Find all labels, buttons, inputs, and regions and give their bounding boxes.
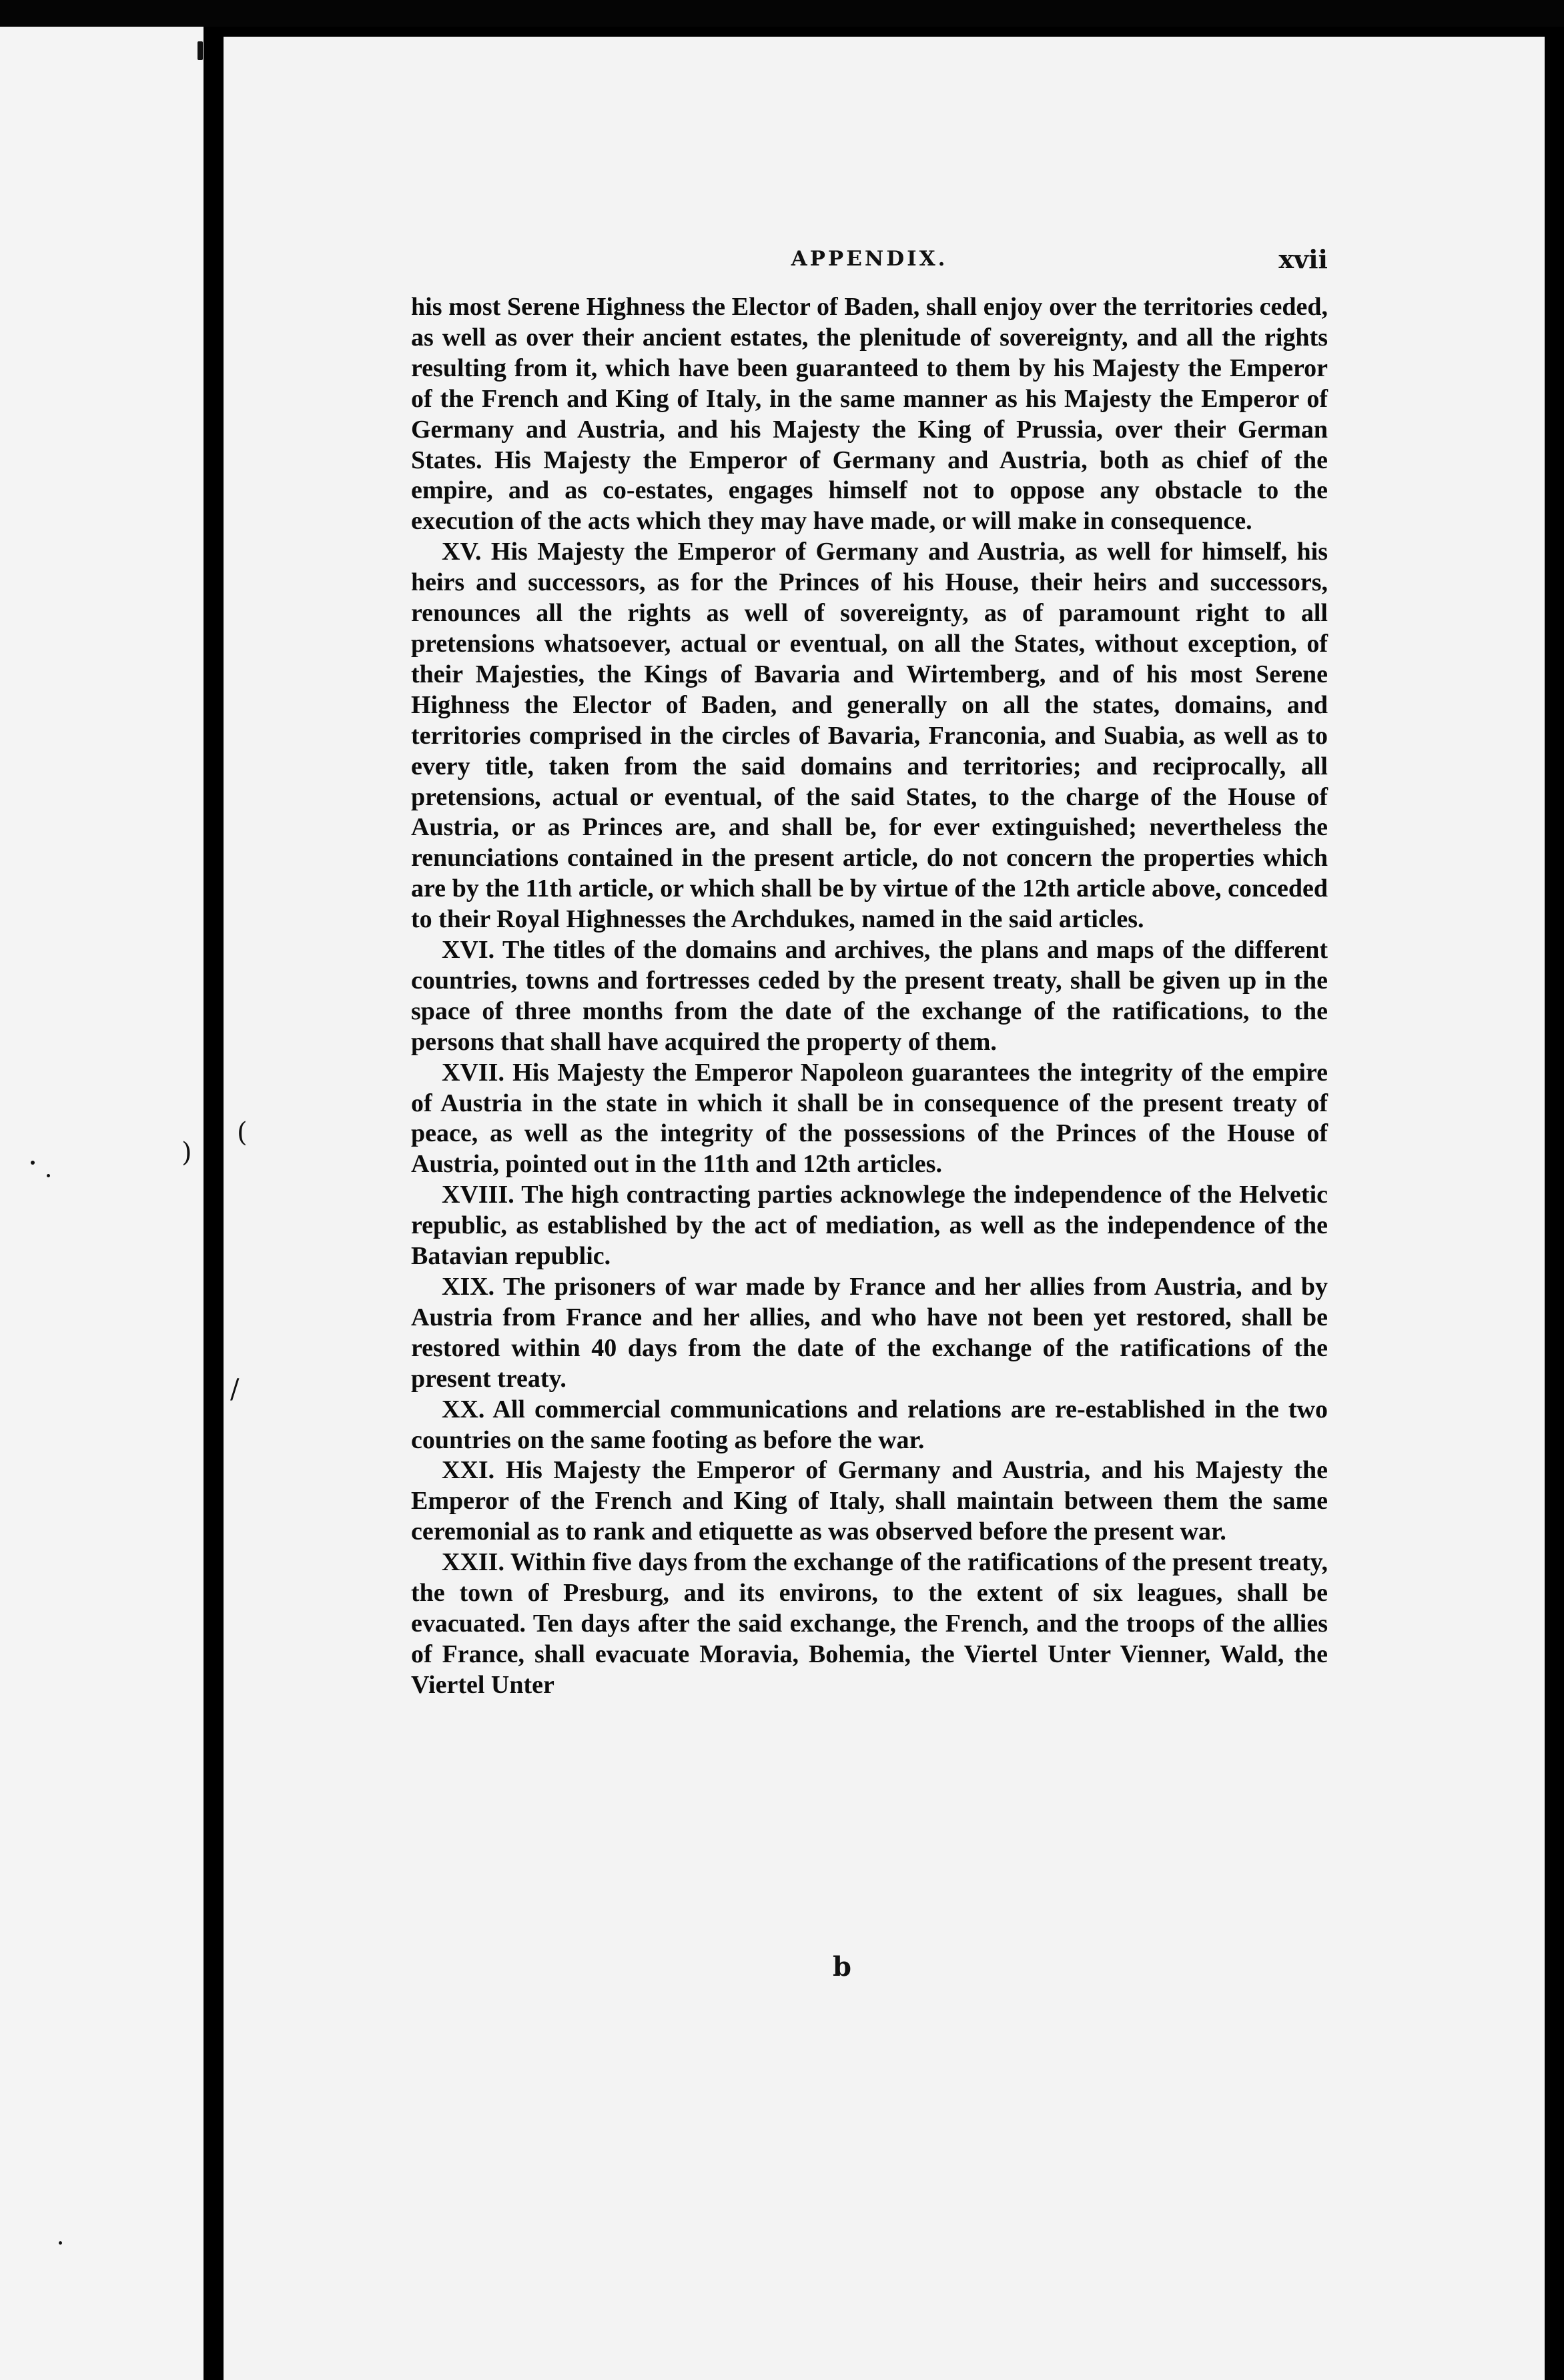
scan-speck: [47, 1174, 50, 1177]
paragraph-article-xvii: XVII. His Majesty the Emperor Napoleon guarantees the integrity of the empire of Austria in the state in which it shall be in consequence of the present treaty of peace, as well as the integrity of the possessions of the Princes of the House of Austria, pointed out in the 11th and 12th articles.: [411, 1058, 1328, 1179]
scan-speck: [198, 41, 203, 60]
running-title: APPENDIX.: [791, 247, 948, 271]
page-header: [411, 244, 1328, 277]
margin-mark-b: (: [237, 1117, 248, 1148]
margin-mark-c: /: [230, 1374, 240, 1405]
paragraph-article-xix: XIX. The prisoners of war made by France and her allies from Austria, and by Austria from France and her allies, and who have not been yet restored, shall be restored within 40 days from the date of the exchange of the ratifications of the present treaty.: [411, 1273, 1328, 1393]
signature-mark: b: [833, 1951, 851, 1982]
margin-mark-a: ): [181, 1137, 192, 1168]
scan-right-border: [1545, 27, 1564, 2380]
scan-speck: [59, 2241, 62, 2245]
book-gutter: [204, 27, 224, 2380]
paragraph-article-xvi: XVI. The titles of the domains and archives, the plans and maps of the different countries, towns and fortresses ceded by the present treaty, shall be given up in the space of three months from the date of the exchange of the ratifications, to the persons that shall have acquired the property of them.: [411, 936, 1328, 1056]
paragraph-article-xxi: XXI. His Majesty the Emperor of Germany and Austria, and his Majesty the Emperor of the French and King of Italy, shall maintain between them the same ceremonial as to rank and etiquette as was observed before the present war.: [411, 1456, 1328, 1546]
paragraph-article-xv: XV. His Majesty the Emperor of Germany and Austria, as well for himself, his heirs and successors, as for the Princes of his House, their heirs and successors, renounces all the rights as well of sovereignty, as of paramount right to all pretensions whatsoever, actual or eventual, on all the States, without exception, of their Majesties, the Kings of Bavaria and Wirtemberg, and of his most Serene Highness the Elector of Baden, and generally on all the states, domains, and territories comprised in the circles of Bavaria, Franconia, and Suabia, as well as to every title, taken from the said domains and territories; and reciprocally, all pretensions, actual or eventual, of the said States, to the charge of the House of Austria, or as Princes are, and shall be, for ever extinguished; nevertheless the renunciations contained in the present article, do not concern the properties which are by the 11th article, or which shall be by virtue of the 12th article above, conceded to their Royal Highnesses the Archdukes, named in the said articles.: [411, 538, 1328, 934]
paragraph-article-xx: XX. All commercial communications and relations are re-established in the two countries on the same footing as before the war.: [411, 1395, 1328, 1454]
scan-top-border: [0, 0, 1564, 27]
body-text: [411, 292, 1328, 1701]
scan-speck: [31, 1161, 35, 1165]
left-page-edge: [0, 27, 204, 2380]
paragraph-continuation: his most Serene Highness the Elector of Baden, shall enjoy over the territories ceded, as well as over their ancient estates, the plenitude of sovereignty, and all the rights resulting from it, which have been guaranteed to them by his Majesty the Emperor of the French and King of Italy, in the same manner as his Majesty the Emperor of Germany and Austria, and his Majesty the King of Prussia, over their German States. His Majesty the Emperor of Germany and Austria, both as chief of the empire, and as co-estates, engages himself not to oppose any obstacle to the execution of the acts which they may have made, or will make in consequence.: [411, 293, 1328, 536]
paragraph-article-xxii: XXII. Within five days from the exchange of the ratifications of the present treaty, the town of Presburg, and its environs, to the extent of six leagues, shall be evacuated. Ten days after the said exchange, the French, and the troops of the allies of France, shall evacuate Moravia, Bohemia, the Viertel Unter Vienner, Wald, the Viertel Unter: [411, 1548, 1328, 1699]
page-number: xvii: [1278, 244, 1328, 274]
paragraph-article-xviii: XVIII. The high contracting parties acknowlege the independence of the Helvetic republic, as established by the act of mediation, as well as the independence of the Batavian republic.: [411, 1181, 1328, 1271]
